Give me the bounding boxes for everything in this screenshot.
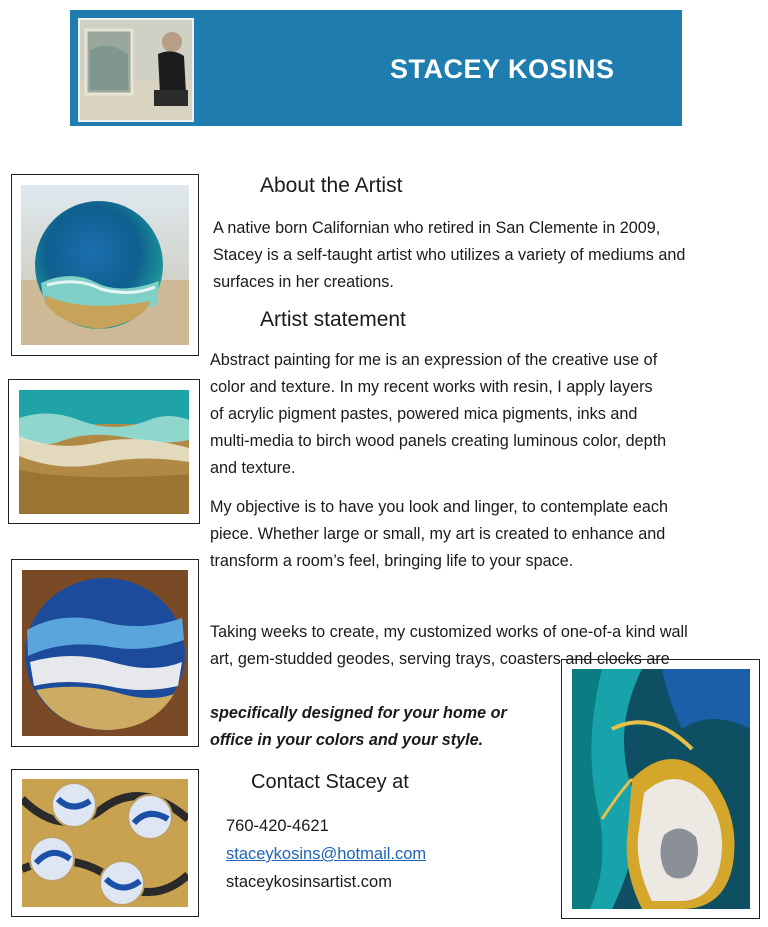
artwork-image-beach-round: [11, 174, 199, 356]
email-link[interactable]: staceykosins@hotmail.com: [226, 845, 427, 863]
statement-paragraph-1: Abstract painting for me is an expression of the creative use of color and texture. In my recent works with resin, I apply layers of acrylic pigment pastes, powered mica pigments, inks and multi-media to birch wood panels creating luminous color, depth and texture.: [210, 351, 667, 477]
artist-photo: [78, 18, 194, 122]
statement-paragraph-3: Taking weeks to create, my customized works of one-of-a kind wall art, gem-studded geodes, serving trays, coasters and clocks are: [210, 623, 688, 668]
about-text: A native born Californian who retired in San Clemente in 2009, Stacey is a self-taught artist who utilizes a variety of mediums and surfaces in her creations.: [213, 219, 686, 291]
header-banner: [70, 10, 682, 126]
statement-emphasis: specifically designed for your home or office in your colors and your style.: [210, 704, 507, 749]
artist-name: STACEY KOSINS: [390, 54, 615, 84]
artwork-image-ocean-round: [11, 559, 199, 747]
contact-email[interactable]: [226, 841, 426, 868]
statement-paragraph-2: My objective is to have you look and linger, to contemplate each piece. Whether large or small, my art is created to enhance and transform a room’s feel, bringing life to your space.: [210, 498, 669, 570]
about-heading: About the Artist: [260, 174, 403, 197]
artwork-image-coasters: [11, 769, 199, 917]
statement-heading: Artist statement: [260, 308, 406, 331]
contact-website: staceykosinsartist.com: [226, 873, 392, 891]
contact-phone: 760-420-4621: [226, 817, 329, 835]
artwork-image-geode: [561, 659, 760, 919]
artwork-image-wave-rectangle: [8, 379, 200, 524]
contact-heading: Contact Stacey at: [251, 771, 409, 793]
